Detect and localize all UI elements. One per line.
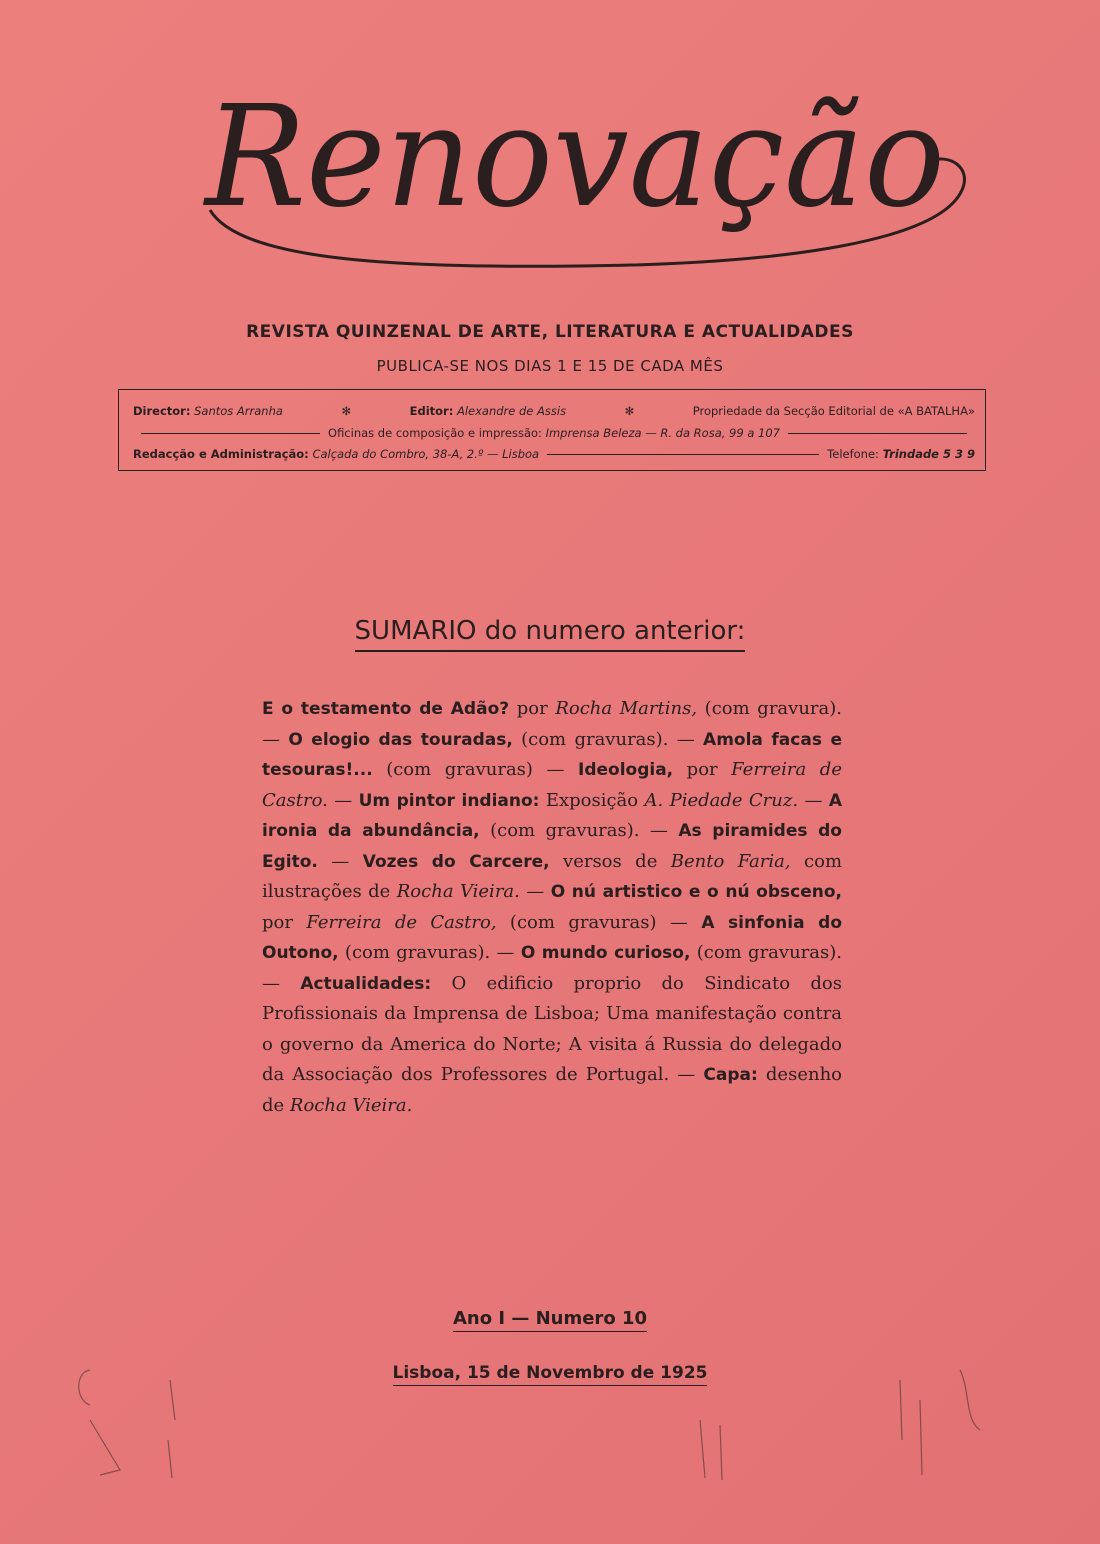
issue-number	[0, 1308, 1100, 1329]
summary-text: desenho de	[262, 1064, 842, 1116]
workshops-label: Oficinas de composição e impressão:	[328, 426, 542, 440]
article-title: A ironia da abundância,	[262, 790, 842, 841]
separator-star-icon: ✻	[341, 404, 352, 418]
summary-text: (com gravura). —	[262, 698, 843, 750]
editor-label: Editor:	[409, 404, 454, 418]
summary-text: por	[262, 911, 307, 933]
article-title: Vozes do Carcere,	[362, 851, 550, 872]
summary-text: (com gravuras) —	[372, 759, 578, 780]
author-name: Bento Faria,	[670, 850, 791, 872]
summary-text: —	[519, 881, 551, 902]
publication-frequency: PUBLICA-SE NOS DIAS 1 E 15 DE CADA MÊS	[376, 357, 724, 375]
address-value: Calçada do Combro, 38-A, 2.º — Lisboa	[312, 447, 540, 461]
summary-text: —	[798, 789, 829, 811]
summary-text: O edificio proprio do Sindicato dos Profissionais da Imprensa de Lisboa; Uma manifestação contra o governo da America do Norte; A visita á Russia do delegado da Associação dos Professores de Portugal. —	[262, 972, 842, 1085]
summary-text: (com gravuras). —	[262, 942, 842, 994]
author-name: Rocha Vieira.	[289, 1094, 413, 1116]
address-label: Redacção e Administração:	[133, 447, 309, 461]
summary-text: (com gravuras). —	[512, 728, 704, 750]
article-title: As piramides do Egito.	[262, 821, 842, 872]
summary-text: por	[673, 759, 732, 780]
article-title: E o testamento de Adão?	[262, 699, 510, 719]
author-name: Rocha Vieira.	[396, 881, 520, 902]
reverse-bleed-through	[60, 1360, 1050, 1490]
info-line-workshops	[133, 426, 975, 440]
author-name: Rocha Martins,	[555, 698, 698, 719]
article-title: Actualidades:	[300, 973, 432, 994]
summary-text: Exposição	[539, 789, 645, 811]
summary-text: versos de	[549, 850, 671, 872]
article-title: O mundo curioso,	[520, 943, 691, 963]
author-name: Ferreira de Castro.	[262, 759, 842, 811]
editor-name: Alexandre de Assis	[456, 404, 567, 418]
summary-heading	[0, 616, 1100, 646]
property-text: Propriedade da Secção Editorial de «A BATALHA»	[692, 404, 975, 418]
article-title: O elogio das touradas,	[288, 729, 513, 750]
summary-text: com ilustrações de	[262, 850, 843, 902]
summary-text: (com gravuras) —	[496, 911, 702, 933]
workshops-value: Imprensa Beleza — R. da Rosa, 99 a 107	[545, 426, 780, 440]
summary-text: —	[327, 789, 359, 811]
author-name: A. Piedade Cruz.	[644, 789, 799, 811]
phone-value: Trindade 5 3 9	[882, 447, 975, 461]
article-title: Capa:	[703, 1065, 758, 1085]
article-title: Amola facas e tesouras!...	[262, 729, 842, 780]
article-title: A sinfonia do Outono,	[262, 912, 842, 963]
summary-text: (com gravuras). —	[479, 820, 679, 841]
article-title: O nú artistico e o nú obsceno,	[550, 882, 842, 902]
info-line-address	[133, 447, 975, 461]
author-name: Ferreira de Castro,	[306, 911, 497, 933]
divider	[547, 454, 819, 455]
date-label: Lisboa, 15 de Novembro de 1925	[393, 1363, 708, 1386]
summary-text: por	[509, 698, 556, 719]
summary-text: (com gravuras). —	[338, 942, 521, 963]
divider	[141, 433, 320, 434]
divider	[788, 433, 967, 434]
staff-info-box	[118, 389, 986, 471]
masthead-title: Renovação	[202, 76, 945, 239]
info-line-staff	[133, 404, 975, 418]
article-title: Ideologia,	[578, 760, 674, 780]
article-title: Um pintor indiano:	[358, 790, 540, 811]
phone-label: Telefone:	[827, 447, 879, 461]
director-label: Director:	[133, 404, 191, 418]
separator-star-icon: ✻	[624, 404, 635, 418]
issue-label: Ano I — Numero 10	[453, 1308, 647, 1332]
summary-title: SUMARIO do numero anterior:	[355, 616, 746, 652]
director-name: Santos Arranha	[194, 404, 283, 418]
masthead-logo	[150, 40, 980, 290]
summary-body	[262, 694, 842, 1121]
magazine-subtitle: REVISTA QUINZENAL DE ARTE, LITERATURA E ACTUALIDADES	[246, 322, 854, 342]
summary-text: —	[317, 850, 363, 872]
